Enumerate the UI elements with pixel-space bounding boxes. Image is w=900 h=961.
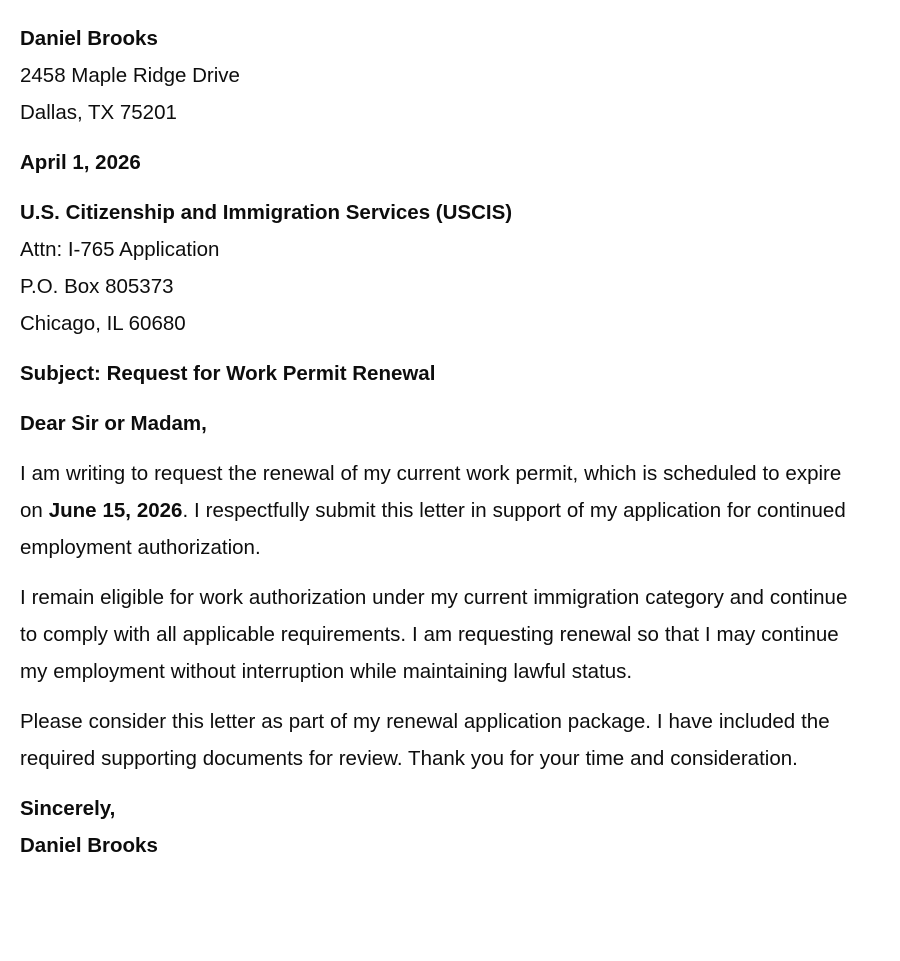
recipient-organization: U.S. Citizenship and Immigration Services (USCIS) [20,201,513,224]
sender-address-block [20,20,850,131]
recipient-address-block [20,194,850,342]
recipient-attention: Attn: I-765 Application [20,238,220,261]
paragraph-1-text-before: I am writing to request the renewal of my current work permit, which is scheduled to expire on [20,462,842,522]
body-paragraph-1 [20,455,850,566]
signature-name: Daniel Brooks [20,834,158,857]
letter-subject: Subject: Request for Work Permit Renewal [20,362,436,385]
recipient-po-box: P.O. Box 805373 [20,275,174,298]
letter-salutation: Dear Sir or Madam, [20,412,207,435]
body-paragraph-3: Please consider this letter as part of my renewal application package. I have included the required supporting documents for review. Thank you for your time and consideration. [20,710,830,770]
closing-block [20,790,850,864]
body-paragraph-2: I remain eligible for work authorization under my current immigration category and continue to comply with all applicable requirements. I am requesting renewal so that I may continue my employment without interruption while maintaining lawful status. [20,586,848,683]
letter-date: April 1, 2026 [20,151,141,174]
closing-valediction: Sincerely, [20,797,116,820]
sender-city-state-zip: Dallas, TX 75201 [20,101,177,124]
sender-street: 2458 Maple Ridge Drive [20,64,240,87]
letter-body [20,20,850,864]
expiration-date-emphasis: June 15, 2026 [48,499,183,522]
sender-name: Daniel Brooks [20,27,158,50]
recipient-city-state-zip: Chicago, IL 60680 [20,312,186,335]
paragraph-1-text-after: . I respectfully submit this letter in support of my application for continued employment authorization. [20,499,846,559]
